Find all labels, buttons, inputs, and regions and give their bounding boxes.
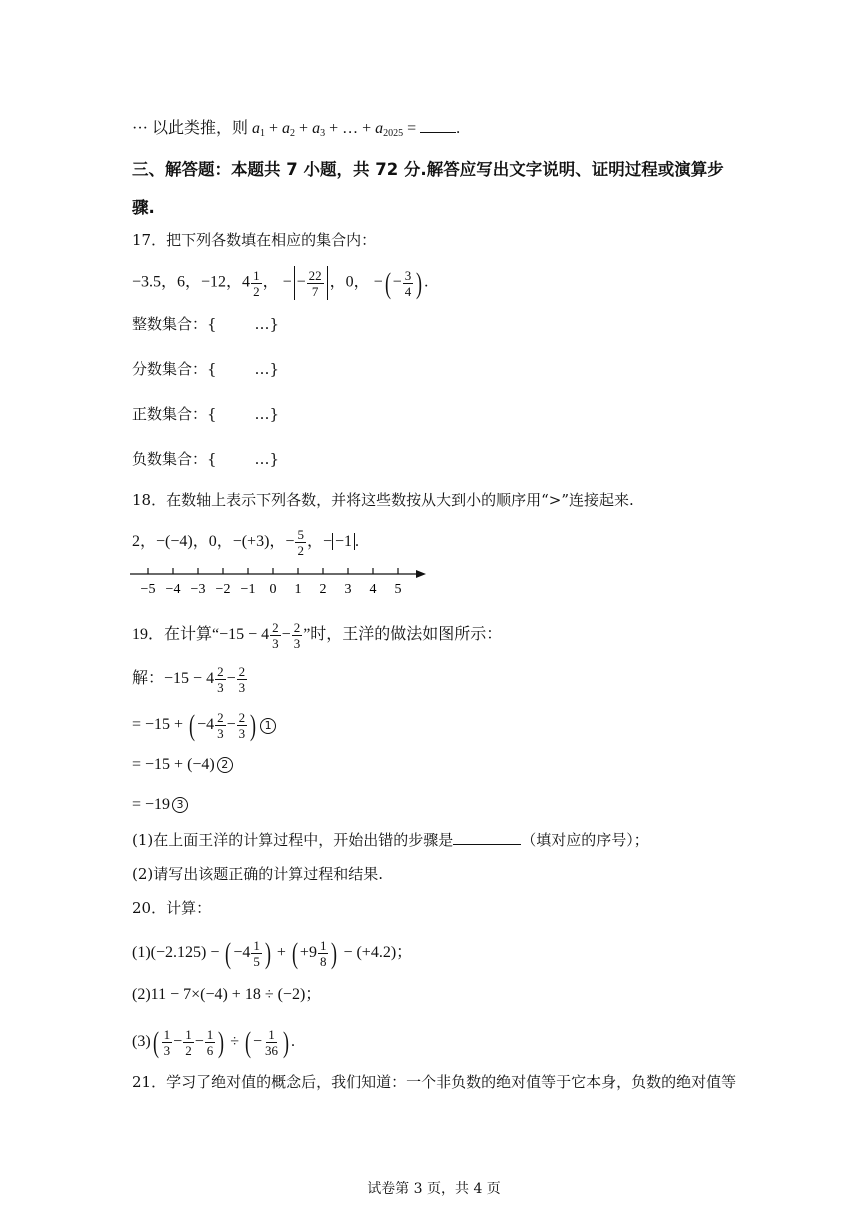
arrow-right-icon [416,570,426,578]
axis-tick-label: −1 [240,582,256,597]
axis-tick-label: 3 [344,582,352,597]
axis-tick-label: 0 [269,582,277,597]
set-fractions: 分数集合：{ …} [132,360,280,378]
axis-tick-label: −4 [165,582,181,597]
q18-numbers: 2，−(−4)，0，−(+3)，− $\frac{5}{2}$ ，− −1 . [132,527,359,558]
q18-prompt: 18．在数轴上表示下列各数，并将这些数按从大到小的顺序用“>”连接起来. [132,491,634,509]
set-positives: 正数集合：{ …} [132,405,280,423]
q17-prompt: 17．把下列各数填在相应的集合内： [132,231,377,249]
set-negatives: 负数集合：{ …} [132,450,280,468]
q17-numbers-a: −3.5，6，−12，4 [132,273,251,291]
axis-tick-label: 2 [319,582,327,597]
q20-prompt: 20．计算： [132,899,212,917]
axis-tick-label: −2 [215,582,231,597]
q19-solution-step0: 解：−15 − 4 $\frac{2}{3}$ − $\frac{2}{3}$ [132,664,246,695]
q19-prompt: 19．在计算“−15 − 4 $\frac{2}{3}$ − $\frac{2}{3}$ ”时，王洋的做法如图所示： [132,620,503,651]
section-heading: 三、解答题：本题共 7 小题，共 72 分.解答应写出文字说明、证明过程或演算步 [132,160,724,179]
sequence-prefix: ··· 以此类推，则 [132,120,248,137]
axis-tick-label: −5 [140,582,156,597]
sequence-sum-line: ··· 以此类推，则 $a_1 + a_2 + a_3$ + … + $a_{2025}$ = . [132,120,461,139]
section-heading-cont: 骤. [132,198,155,217]
q19-solution-step2: = −15 + (−4) 2 [132,755,233,775]
set-integers: 整数集合：{ …} [132,315,280,333]
page-footer: 试卷第 3 页，共 4 页 [367,1181,501,1197]
step-blank[interactable] [453,830,521,845]
q21-prompt: 21．学习了绝对值的概念后，我们知道：一个非负数的绝对值等于它本身，负数的绝对值等 [132,1073,737,1091]
axis-tick-label: 5 [394,582,402,597]
q19-part1: (1)在上面王洋的计算过程中，开始出错的步骤是 （填对应的序号）； [132,831,649,849]
q19-solution-step1: = −15 + ( −4 $\frac{2}{3}$ − $\frac{2}{3}$ ) 1 [132,710,276,741]
q17-numbers: −3.5，6，−12，4 $\frac{1}{2}$ ， − − $\frac{22}{7}$ ，0， −( − $\frac{3}{4}$ ) . [132,266,429,300]
q20-part1: (1)(−2.125) − ( −4 $\frac{1}{5}$ ) + ( +9 $\frac{1}{8}$ ) − (+4.2)； [132,937,413,971]
q20-part3: (3)( $\frac{1}{3}$ − $\frac{1}{2}$ − $\frac{1}{6}$ ) ÷ ( − $\frac{1}{36}$ ) . [132,1026,296,1060]
axis-tick-label: 4 [369,582,377,597]
q19-part2: (2)请写出该题正确的计算过程和结果. [132,865,384,883]
axis-tick-label: 1 [294,582,302,597]
q19-solution-step3: = −19 3 [132,795,188,815]
answer-blank[interactable] [420,118,456,133]
q20-part2: (2)11 − 7×(−4) + 18 ÷ (−2)； [132,986,322,1003]
number-line [128,562,438,598]
axis-tick-label: −3 [190,582,206,597]
